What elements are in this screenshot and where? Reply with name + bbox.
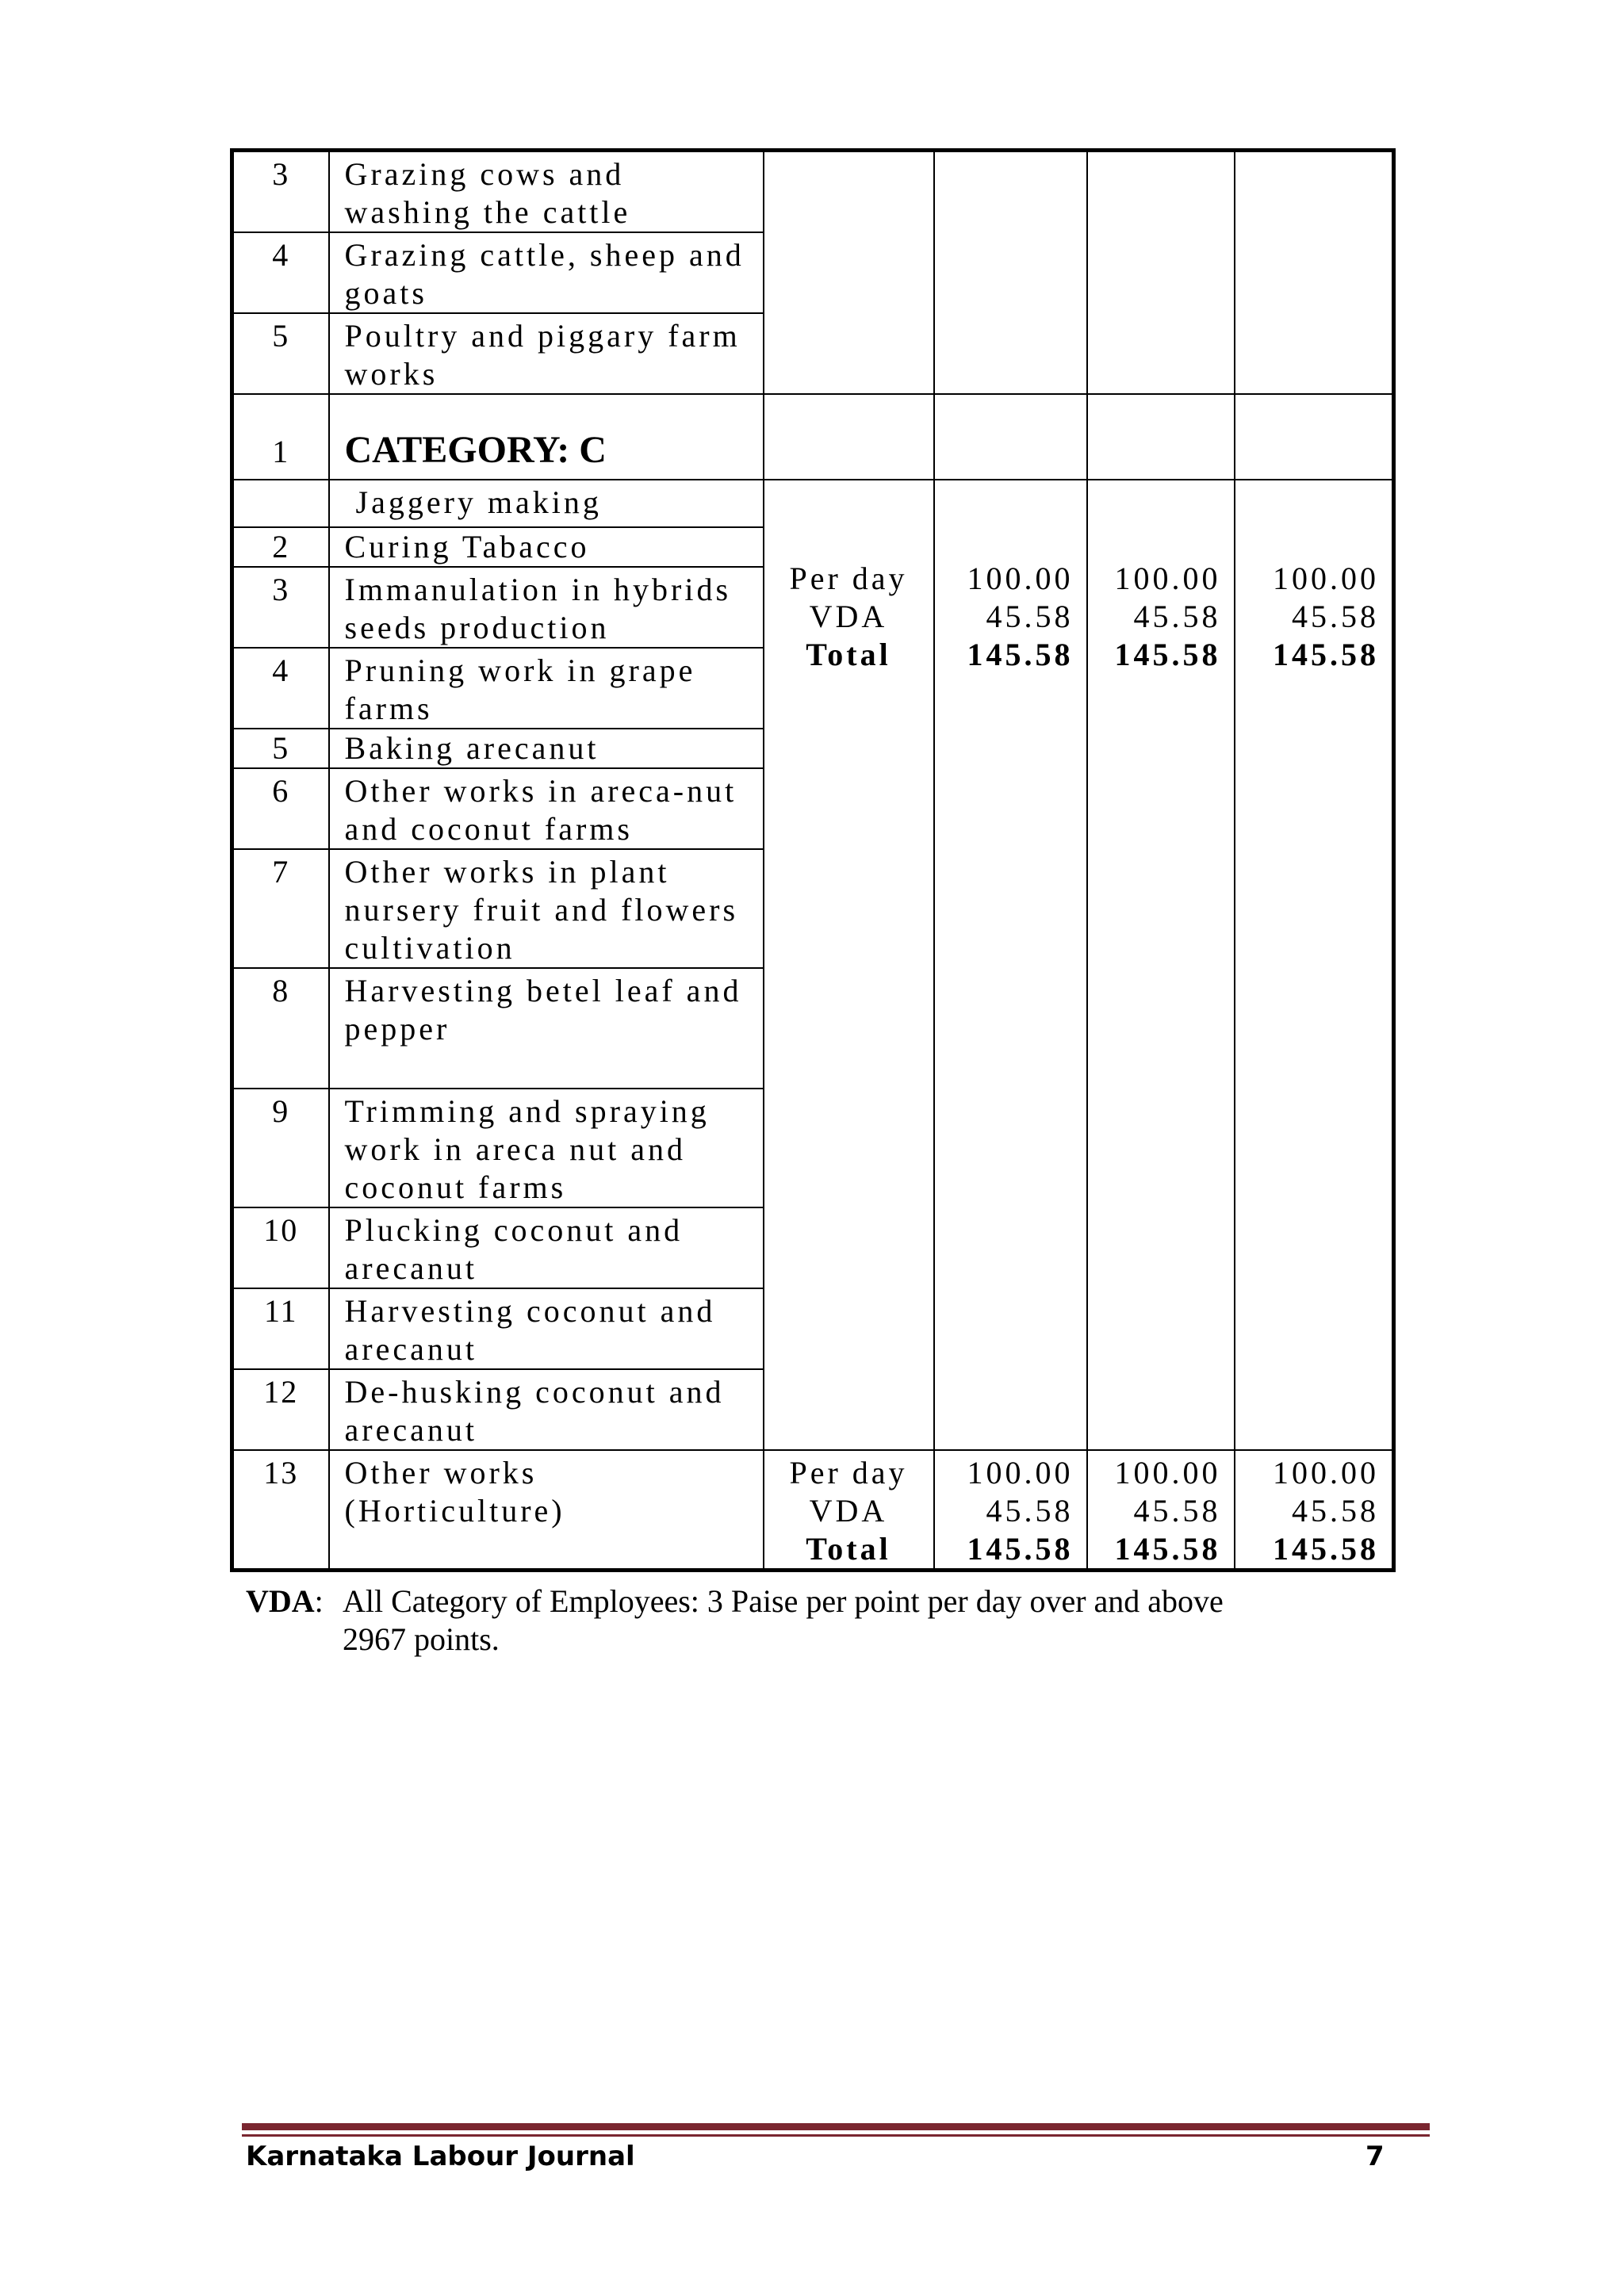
vda-label: VDA xyxy=(809,1493,888,1529)
footer-rule xyxy=(242,2123,1430,2130)
row-number: 9 xyxy=(232,1089,329,1207)
total-value: 145.58 xyxy=(1273,1531,1379,1567)
work-description: Poultry and piggary farm works xyxy=(329,313,764,394)
vda-value: 45.58 xyxy=(986,1493,1074,1529)
category-title: CATEGORY: C xyxy=(344,429,607,471)
total-value: 145.58 xyxy=(967,637,1074,672)
wage-table xyxy=(230,148,1396,1572)
vda-value: 45.58 xyxy=(1292,1493,1379,1529)
total-label: Total xyxy=(806,637,891,672)
vda-value: 45.58 xyxy=(986,599,1074,634)
per-day-value: 100.00 xyxy=(967,1455,1074,1490)
zone-1-rates xyxy=(934,1450,1087,1571)
work-description: Curing Tabacco xyxy=(329,527,764,567)
zone-2-rates xyxy=(1087,480,1235,1450)
rate-labels-cell xyxy=(764,1450,934,1571)
work-description: Other works (Horticulture) xyxy=(329,1450,764,1571)
work-description: Immanulation in hybrids seeds production xyxy=(329,567,764,648)
empty-rate-cell xyxy=(764,151,934,395)
per-day-value: 100.00 xyxy=(1273,1455,1379,1490)
vda-value: 45.58 xyxy=(1133,1493,1221,1529)
row-number: 3 xyxy=(232,151,329,233)
zone-1-rates xyxy=(934,480,1087,1450)
row-number: 12 xyxy=(232,1369,329,1450)
row-number: 1 xyxy=(232,394,329,480)
per-day-label: Per day xyxy=(789,561,908,596)
row-number: 10 xyxy=(232,1207,329,1288)
table-row xyxy=(232,1450,1394,1571)
page-number: 7 xyxy=(1365,2141,1385,2172)
work-description: Trimming and spraying work in areca nut and coconut farms xyxy=(329,1089,764,1207)
total-value: 145.58 xyxy=(1114,1531,1221,1567)
work-description: Harvesting betel leaf and pepper xyxy=(329,968,764,1089)
per-day-label: Per day xyxy=(789,1455,908,1490)
row-number: 11 xyxy=(232,1288,329,1369)
zone-3-rates xyxy=(1235,1450,1394,1571)
category-row xyxy=(232,394,1394,480)
zone-3-rates xyxy=(1235,480,1394,1450)
empty-zone-cell xyxy=(934,394,1087,480)
work-description: Plucking coconut and arecanut xyxy=(329,1207,764,1288)
vda-value: 45.58 xyxy=(1133,599,1221,634)
category-title-cell xyxy=(329,394,764,480)
total-value: 145.58 xyxy=(1114,637,1221,672)
table-row xyxy=(232,480,1394,527)
work-description: Other works in plant nursery fruit and flowers cultivation xyxy=(329,849,764,968)
vda-label: VDA xyxy=(809,599,888,634)
work-description: Pruning work in grape farms xyxy=(329,648,764,729)
per-day-value: 100.00 xyxy=(967,561,1074,596)
row-number: 2 xyxy=(232,527,329,567)
work-description: Jaggery making xyxy=(329,480,764,527)
work-description: Grazing cattle, sheep and goats xyxy=(329,232,764,313)
empty-zone-cell xyxy=(1087,394,1235,480)
row-number: 6 xyxy=(232,768,329,849)
footer-rule-thin xyxy=(242,2134,1430,2137)
vda-note xyxy=(246,1582,1435,1657)
per-day-value: 100.00 xyxy=(1114,561,1221,596)
row-number: 8 xyxy=(232,968,329,1089)
row-number xyxy=(232,480,329,527)
work-description: Grazing cows and washing the cattle xyxy=(329,151,764,233)
vda-value: 45.58 xyxy=(1292,599,1379,634)
total-value: 145.58 xyxy=(967,1531,1074,1567)
zone-2-rates xyxy=(1087,1450,1235,1571)
row-number: 5 xyxy=(232,313,329,394)
work-description: Other works in areca-nut and coconut farms xyxy=(329,768,764,849)
footer-journal-title: Karnataka Labour Journal xyxy=(246,2141,635,2172)
total-value: 145.58 xyxy=(1273,637,1379,672)
empty-rate-cell xyxy=(764,394,934,480)
row-number: 7 xyxy=(232,849,329,968)
work-description: Baking arecanut xyxy=(329,729,764,768)
empty-zone-cell xyxy=(1235,151,1394,395)
row-number: 5 xyxy=(232,729,329,768)
rate-labels-cell xyxy=(764,480,934,1450)
empty-zone-cell xyxy=(1087,151,1235,395)
vda-note-text: All Category of Employees: 3 Paise per point per day over and above 2967 points. xyxy=(343,1583,1224,1657)
table-row xyxy=(232,151,1394,233)
vda-note-label: VDA: xyxy=(246,1583,324,1619)
row-number: 4 xyxy=(232,648,329,729)
per-day-value: 100.00 xyxy=(1114,1455,1221,1490)
empty-zone-cell xyxy=(934,151,1087,395)
total-label: Total xyxy=(806,1531,891,1567)
row-number: 3 xyxy=(232,567,329,648)
row-number: 4 xyxy=(232,232,329,313)
work-description: Harvesting coconut and arecanut xyxy=(329,1288,764,1369)
work-description: De-husking coconut and arecanut xyxy=(329,1369,764,1450)
per-day-value: 100.00 xyxy=(1273,561,1379,596)
empty-zone-cell xyxy=(1235,394,1394,480)
row-number: 13 xyxy=(232,1450,329,1571)
